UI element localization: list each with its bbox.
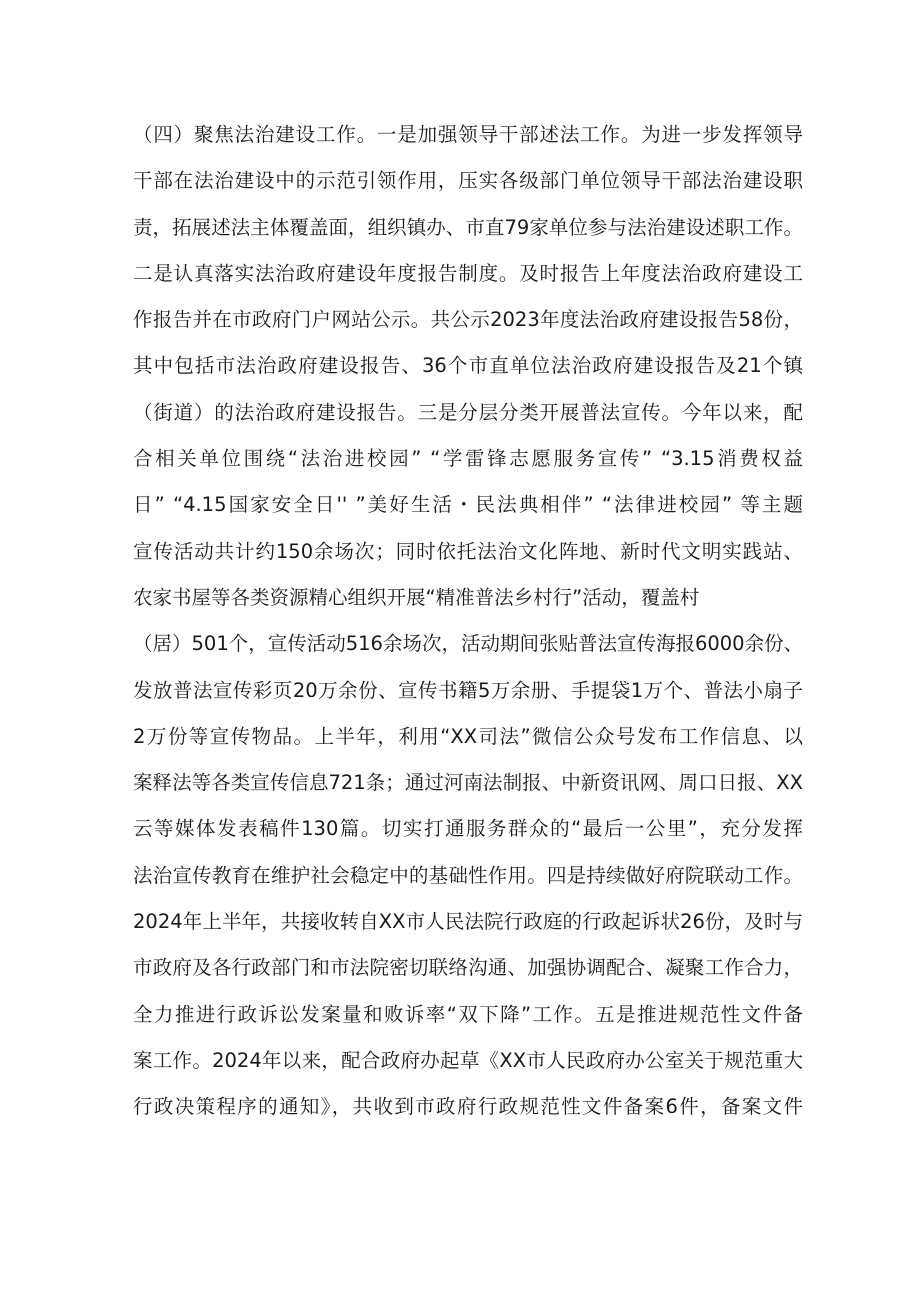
paragraph-line: 全力推进行政诉讼发案量和败诉率“双下降”工作。五是推进规范性文件备 bbox=[133, 1002, 803, 1026]
paragraph-line: （街道）的法治政府建设报告。三是分层分类开展普法宣传。今年以来，配 bbox=[133, 400, 803, 424]
paragraph-line: 案释法等各类宣传信息721条；通过河南法制报、中新资讯网、周口日报、XX bbox=[133, 771, 803, 795]
paragraph-line: 市政府及各行政部门和市法院密切联络沟通、加强协调配合、凝聚工作合力， bbox=[133, 956, 803, 980]
paragraph-line: 日” “4.15国家安全日'' ”美好生活・民法典相伴” “法律进校园” 等主题 bbox=[133, 493, 803, 517]
paragraph-line: 合相关单位围绕“法治进校园” “学雷锋志愿服务宣传” “3.15消费权益 bbox=[133, 447, 803, 471]
paragraph-line: 行政决策程序的通知》，共收到市政府行政规范性文件备案6件，备案文件 bbox=[133, 1095, 803, 1119]
paragraph-line: 农家书屋等各类资源精心组织开展“精准普法乡村行”活动，覆盖村 bbox=[133, 585, 700, 609]
paragraph-line: 2万份等宣传物品。上半年，利用“XX司法”微信公众号发布工作信息、以 bbox=[133, 724, 803, 748]
body-paragraph bbox=[133, 112, 803, 1131]
paragraph-line: 责，拓展述法主体覆盖面，组织镇办、市直79家单位参与法治建设述职工作。 bbox=[133, 215, 803, 239]
paragraph-line: 发放普法宣传彩页20万余份、宣传书籍5万余册、手提袋1万个、普法小扇子 bbox=[133, 678, 803, 702]
paragraph-line: 干部在法治建设中的示范引领作用，压实各级部门单位领导干部法治建设职 bbox=[133, 169, 803, 193]
paragraph-line: 其中包括市法治政府建设报告、36个市直单位法治政府建设报告及21个镇 bbox=[133, 354, 803, 378]
paragraph-line: 案工作。2024年以来，配合政府办起草《XX市人民政府办公室关于规范重大 bbox=[133, 1048, 803, 1072]
paragraph-line: 法治宣传教育在维护社会稳定中的基础性作用。四是持续做好府院联动工作。 bbox=[133, 863, 803, 887]
paragraph-line: 二是认真落实法治政府建设年度报告制度。及时报告上年度法治政府建设工 bbox=[133, 261, 803, 285]
paragraph-line: （四）聚焦法治建设工作。一是加强领导干部述法工作。为进一步发挥领导 bbox=[133, 123, 803, 146]
paragraph-line: 作报告并在市政府门户网站公示。共公示2023年度法治政府建设报告58份， bbox=[133, 308, 803, 332]
paragraph-line: 宣传活动共计约150余场次；同时依托法治文化阵地、新时代文明实践站、 bbox=[133, 539, 803, 563]
paragraph-line: 云等媒体发表稿件130篇。切实打通服务群众的“最后一公里”，充分发挥 bbox=[133, 817, 803, 841]
paragraph-line: 2024年上半年，共接收转自XX市人民法院行政庭的行政起诉状26份，及时与 bbox=[133, 910, 803, 934]
paragraph-line: （居）501个，宣传活动516余场次，活动期间张贴普法宣传海报6000余份、 bbox=[133, 632, 803, 656]
